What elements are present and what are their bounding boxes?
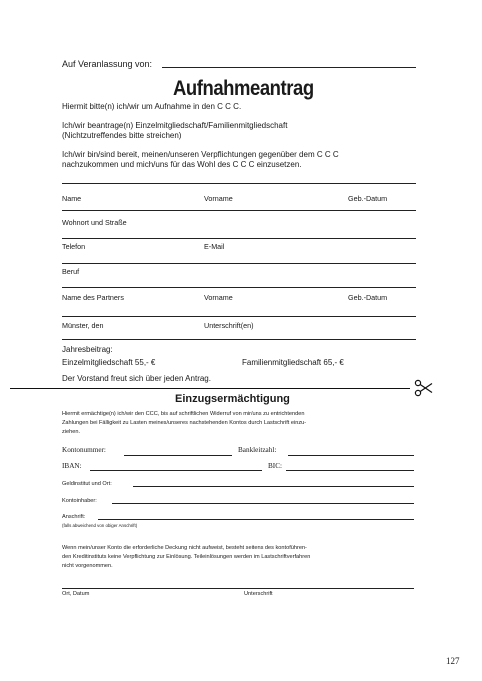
einzug-text-3: ziehen. [62, 429, 81, 435]
einzug-text-1: Hiermit ermächtige(n) ich/wir den CCC, bis auf schriftlichen Widerruf von mir/uns zu entrichtenden [62, 411, 305, 417]
iban-field-line[interactable] [90, 470, 262, 471]
wohnort-label: Wohnort und Straße [62, 218, 127, 227]
kontonummer-field-line[interactable] [124, 455, 232, 456]
telefon-field-line[interactable] [62, 263, 416, 264]
vorname-label: Vorname [204, 194, 233, 203]
signature-field-line[interactable] [62, 588, 414, 589]
scissors-icon [414, 379, 434, 397]
anschrift-note: (falls abweichend von obiger Anschrift) [62, 523, 138, 528]
intro-line-2a: Ich/wir beantrage(n) Einzelmitgliedschaft/Familienmitgliedschaft [62, 121, 288, 130]
geldinstitut-label: Geldinstitut und Ort: [62, 481, 112, 487]
partner-vorname-label: Vorname [204, 293, 233, 302]
partner-name-label: Name des Partners [62, 293, 124, 302]
unterschrift-label: Unterschrift(en) [204, 321, 254, 330]
email-label: E-Mail [204, 242, 225, 251]
ort-datum-label: Ort, Datum [62, 591, 90, 597]
wohnort-field-line[interactable] [62, 238, 416, 239]
partner-field-line[interactable] [62, 316, 416, 317]
einzelmitgliedschaft-text: Einzelmitgliedschaft 55,- € [62, 358, 156, 367]
cut-line [10, 388, 410, 389]
intro-line-3a: Ich/wir bin/sind bereit, meinen/unseren Verpflichtungen gegenüber dem C C C [62, 150, 339, 159]
bankleitzahl-label: Bankleitzahl: [238, 446, 277, 454]
bic-field-line[interactable] [286, 470, 414, 471]
name-label: Name [62, 194, 82, 203]
deckung-text-2: den Kreditinstituts keine Verpflichtung zur Einlösung. Teileinlösungen werden im Lastschriftverfahren [62, 554, 311, 560]
beruf-field-line[interactable] [62, 287, 416, 288]
vorstand-text: Der Vorstand freut sich über jeden Antrag. [62, 374, 211, 383]
anschrift-label: Anschrift: [62, 514, 86, 520]
kontonummer-label: Kontonummer: [62, 446, 106, 454]
familienmitgliedschaft-text: Familienmitgliedschaft 65,- € [242, 358, 344, 367]
einzug-title: Einzugsermächtigung [175, 393, 290, 405]
geldinstitut-field-line[interactable] [133, 486, 414, 487]
deckung-text-3: nicht vorgenommen. [62, 563, 113, 569]
kontoinhaber-label: Kontoinhaber: [62, 498, 97, 504]
beruf-label: Beruf [62, 267, 80, 276]
veranlassung-label: Auf Veranlassung von: [62, 59, 153, 69]
anschrift-field-line[interactable] [98, 519, 414, 520]
iban-label: IBAN: [62, 462, 82, 470]
page-number: 127 [446, 656, 460, 666]
telefon-label: Telefon [62, 242, 86, 251]
geb-datum-label: Geb.-Datum [348, 194, 388, 203]
jahresbeitrag-label: Jahresbeitrag: [62, 345, 113, 354]
veranlassung-field-line[interactable] [162, 67, 416, 68]
partner-geb-datum-label: Geb.-Datum [348, 293, 388, 302]
deckung-text-1: Wenn mein/unser Konto die erforderliche Deckung nicht aufweist, besteht seitens des kontoführen- [62, 545, 307, 551]
kontoinhaber-field-line[interactable] [112, 503, 414, 504]
bankleitzahl-field-line[interactable] [288, 455, 414, 456]
page-title: Aufnahmeantrag [173, 77, 314, 100]
einzug-unterschrift-label: Unterschrift [244, 591, 273, 597]
intro-line-2b: (Nichtzutreffendes bitte streichen) [62, 131, 182, 140]
form-line-1 [62, 183, 416, 184]
intro-line-1: Hiermit bitte(n) ich/wir um Aufnahme in den C C C. [62, 102, 242, 111]
ort-field-line[interactable] [62, 339, 416, 340]
name-field-line[interactable] [62, 210, 416, 211]
bic-label: BIC: [268, 462, 282, 470]
intro-line-3b: nachzukommen und mich/uns für das Wohl des C C C einzusetzen. [62, 160, 302, 169]
einzug-text-2: Zahlungen bei Fälligkeit zu Lasten meines/unseres nachstehenden Kontos durch Lastschrift einzu- [62, 420, 307, 426]
ort-label: Münster, den [62, 321, 104, 330]
